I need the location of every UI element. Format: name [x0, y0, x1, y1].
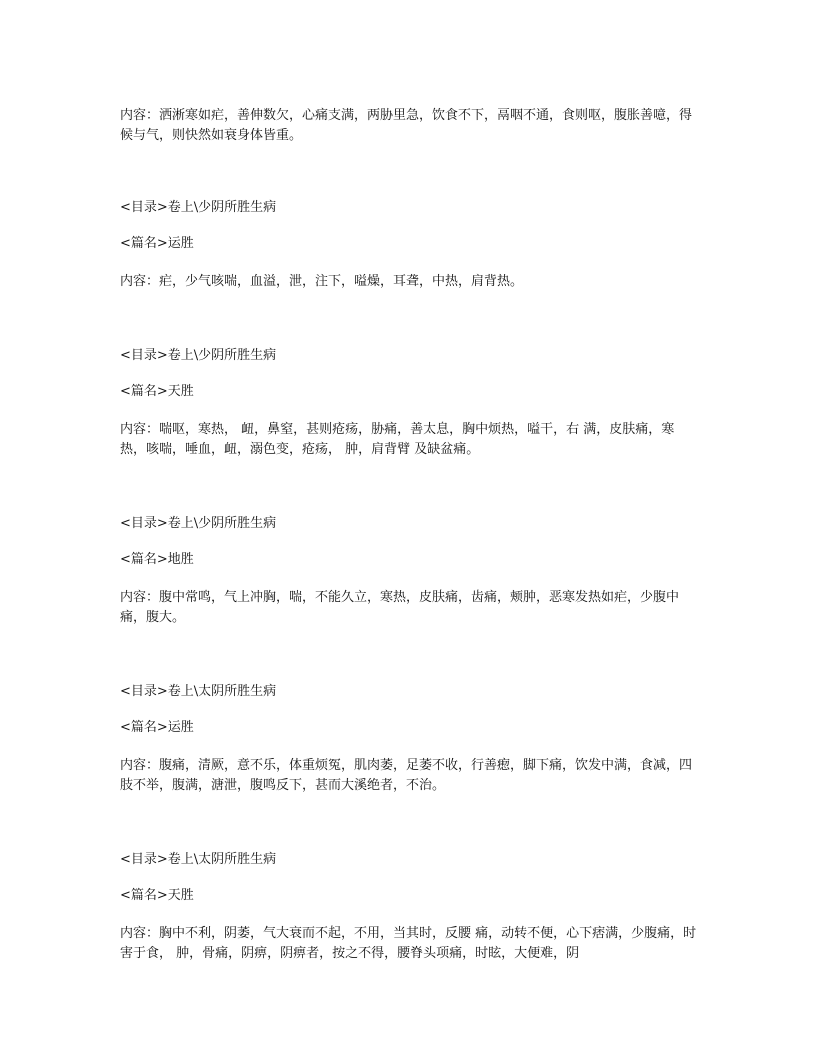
entry — [120, 198, 700, 292]
content-paragraph: 内容：腹痛，清厥，意不乐，体重烦冤，肌肉萎，足萎不收，行善瘛，脚下痛，饮发中满，食减，四肢不举，腹满，溏泄，腹鸣反下，甚而大溪绝者，不治。 — [120, 758, 693, 793]
directory-line: <目录>卷上\少阴所胜生病 — [120, 516, 277, 531]
directory-line: <目录>卷上\少阴所胜生病 — [120, 200, 277, 215]
entry — [120, 850, 700, 964]
entry — [120, 346, 700, 460]
content-paragraph: 内容：洒淅寒如疟，善伸数欠，心痛支满，两胁里急，饮食不下，鬲咽不通，食则呕，腹胀善噫，得候与气，则快然如衰身体皆重。 — [120, 108, 693, 143]
directory-line: <目录>卷上\太阴所胜生病 — [120, 684, 277, 699]
entry — [120, 514, 700, 628]
section-title: <篇名>天胜 — [120, 384, 194, 399]
content-paragraph: 内容：胸中不利，阴萎，气大衰而不起，不用，当其时，反腰 痛，动转不便，心下痞满，少腹痛，时害于食， 肿，骨痛，阴痹，阴痹者，按之不得，腰脊头项痛，时眩，大便难，阴 — [120, 926, 697, 961]
document-body — [120, 106, 700, 1018]
directory-line: <目录>卷上\少阴所胜生病 — [120, 348, 277, 363]
section-title: <篇名>地胜 — [120, 552, 194, 567]
section-title: <篇名>天胜 — [120, 888, 194, 903]
directory-line: <目录>卷上\太阴所胜生病 — [120, 852, 277, 867]
entry — [120, 682, 700, 796]
section-title: <篇名>运胜 — [120, 720, 194, 735]
section-title: <篇名>运胜 — [120, 236, 194, 251]
content-paragraph: 内容：喘呕，寒热， 衄，鼻窒，甚则疮疡，胁痛，善太息，胸中烦热，嗌干，右 满，皮肤痛，寒热，咳喘，唾血，衄，溺色变，疮疡， 肿，肩背臂 及缺盆痛。 — [120, 422, 675, 457]
content-paragraph: 内容：疟，少气咳喘，血溢，泄，注下，嗌燥，耳聋，中热，肩背热。 — [120, 274, 524, 289]
content-paragraph: 内容：腹中常鸣，气上冲胸，喘，不能久立，寒热，皮肤痛，齿痛，颊肿，恶寒发热如疟，少腹中痛，腹大。 — [120, 590, 680, 625]
